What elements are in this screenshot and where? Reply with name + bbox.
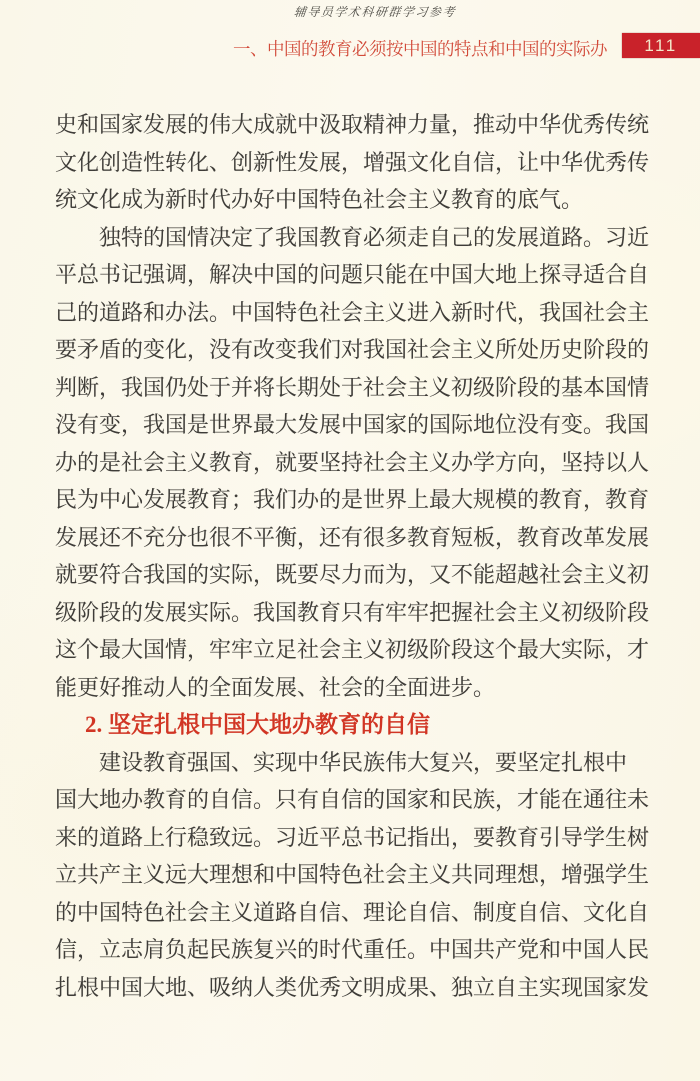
running-header-title: 一、中国的教育必须按中国的特点和中国的实际办	[233, 39, 607, 59]
text-line: 级阶段的发展实际。我国教育只有牢牢把握社会主义初级阶段	[55, 599, 650, 625]
text-line: 统文化成为新时代办好中国特色社会主义教育的底气。	[55, 187, 584, 212]
text-line: 没有变，我国是世界最大发展中国家的国际地位没有变。我国	[55, 412, 650, 437]
text-line: 平总书记强调，解决中国的问题只能在中国大地上探寻适合自	[55, 262, 650, 287]
section-heading: 2. 坚定扎根中国大地办教育的自信	[85, 712, 430, 737]
text-line: 要矛盾的变化，没有改变我们对我国社会主义所处历史阶段的	[55, 337, 650, 362]
text-line: 判断，我国仍处于并将长期处于社会主义初级阶段的基本国情	[55, 374, 650, 400]
text-line: 史和国家发展的伟大成就中汲取精神力量，推动中华优秀传统	[55, 112, 650, 137]
page-number-badge	[622, 33, 700, 58]
text-line: 能更好推动人的全面发展、社会的全面进步。	[55, 674, 496, 700]
text-line: 信，立志肩负起民族复兴的时代重任。中国共产党和中国人民	[55, 937, 650, 962]
text-line: 发展还不充分也很不平衡，还有很多教育短板，教育改革发展	[55, 524, 650, 550]
text-line: 文化创造性转化、创新性发展，增强文化自信，让中华优秀传	[55, 149, 650, 175]
text-line: 这个最大国情，牢牢立足社会主义初级阶段这个最大实际，才	[55, 637, 650, 662]
page-body	[55, 106, 665, 1006]
text-line: 的中国特色社会主义道路自信、理论自信、制度自信、文化自	[55, 899, 650, 925]
text-line: 扎根中国大地、吸纳人类优秀文明成果、独立自主实现国家发	[55, 974, 650, 1000]
text-line: 就要符合我国的实际，既要尽力而为，又不能超越社会主义初	[55, 562, 650, 587]
watermark-text: 辅导员学术科研群学习参考	[293, 5, 457, 19]
text-line: 民为中心发展教育；我们办的是世界上最大规模的教育，教育	[55, 487, 650, 512]
text-line: 独特的国情决定了我国教育必须走自己的发展道路。习近	[99, 224, 650, 250]
text-line: 立共产主义远大理想和中国特色社会主义共同理想，增强学生	[55, 862, 650, 887]
text-line: 来的道路上行稳致远。习近平总书记指出，要教育引导学生树	[55, 824, 650, 850]
text-line: 己的道路和办法。中国特色社会主义进入新时代，我国社会主	[55, 299, 650, 325]
text-line: 国大地办教育的自信。只有自信的国家和民族，才能在通往未	[55, 787, 650, 812]
text-line: 办的是社会主义教育，就要坚持社会主义办学方向，坚持以人	[55, 449, 650, 475]
page-number: 111	[644, 35, 678, 55]
text-line: 建设教育强国、实现中华民族伟大复兴，要坚定扎根中	[99, 749, 628, 775]
